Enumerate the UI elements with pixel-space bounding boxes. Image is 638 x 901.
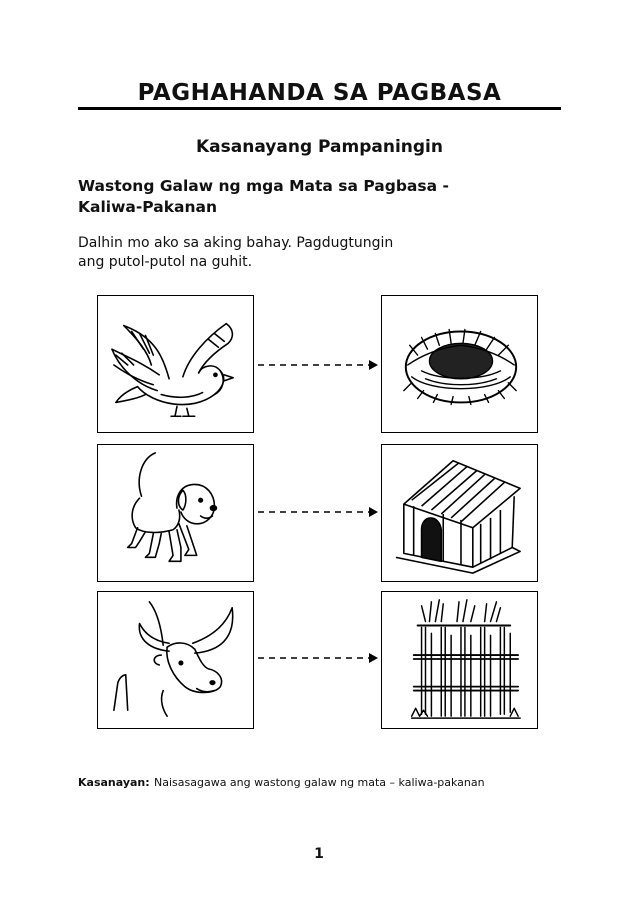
skill-text: Naisasagawa ang wastong galaw ng mata – kaliwa-pakanan — [154, 776, 485, 789]
nest-picture-box — [381, 295, 538, 433]
bird-icon — [98, 296, 253, 432]
page-title: PAGHAHANDA SA PAGBASA — [137, 80, 502, 106]
connector-arrow-1[interactable] — [256, 359, 380, 371]
pen-icon — [382, 592, 537, 728]
bird-picture-box — [97, 295, 254, 433]
page-number: 1 — [314, 846, 324, 862]
connector-arrow-2[interactable] — [256, 506, 380, 518]
dog-icon — [98, 445, 253, 581]
section-heading — [78, 176, 498, 218]
section-heading-line-1: Wastong Galaw ng mga Mata sa Pagbasa - — [78, 177, 449, 195]
doghouse-picture-box — [381, 444, 538, 582]
instructions-line-2: ang putol-putol na guhit. — [78, 254, 253, 270]
instructions — [78, 234, 458, 272]
doghouse-icon — [382, 445, 537, 581]
dog-picture-box — [97, 444, 254, 582]
section-heading-line-2: Kaliwa-Pakanan — [78, 198, 218, 216]
title-underline — [78, 107, 561, 110]
carabao-picture-box — [97, 591, 254, 729]
instructions-line-1: Dalhin mo ako sa aking bahay. Pagdugtungin — [78, 235, 394, 251]
page-subtitle: Kasanayang Pampaningin — [196, 137, 443, 157]
nest-icon — [382, 296, 537, 432]
connector-arrow-3[interactable] — [256, 652, 380, 664]
pen-picture-box — [381, 591, 538, 729]
skill-label: Kasanayan: — [78, 776, 150, 789]
carabao-icon — [98, 592, 253, 728]
